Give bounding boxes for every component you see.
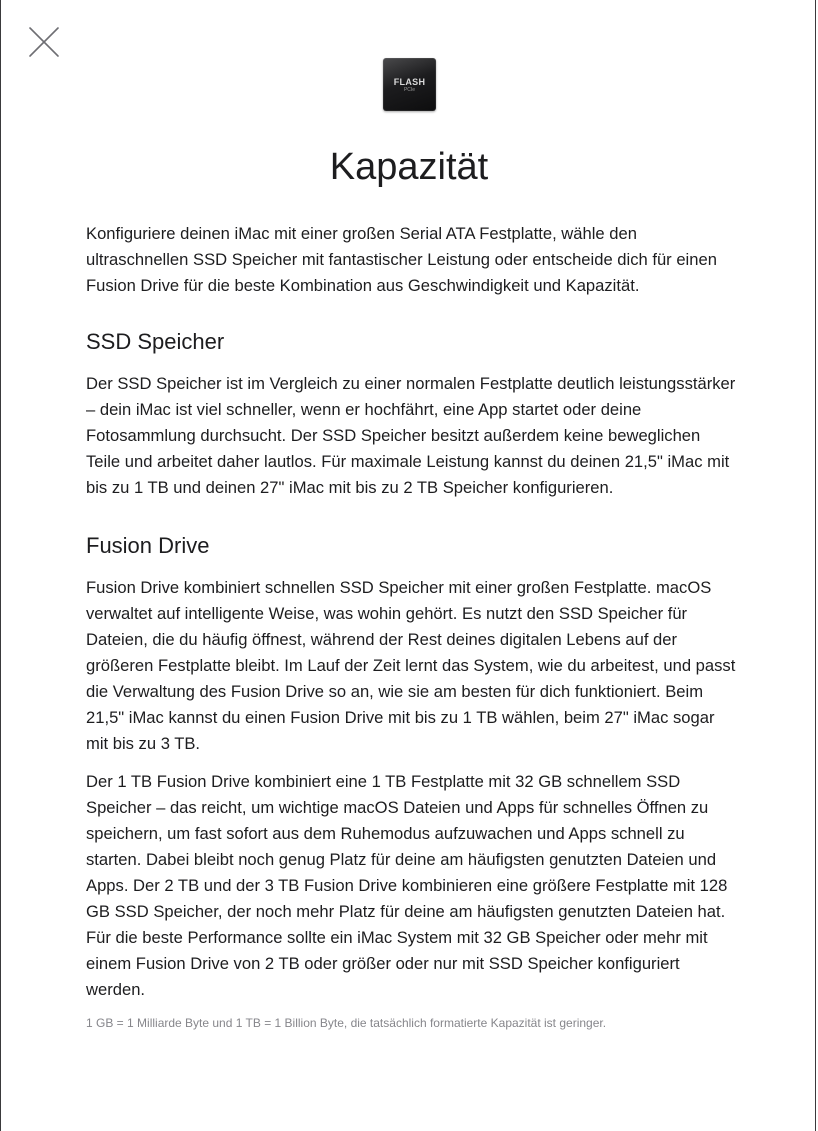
- flash-storage-icon: [383, 58, 436, 111]
- ssd-paragraph: Der SSD Speicher ist im Vergleich zu einer normalen Festplatte deutlich leistungsstärker – dein iMac ist viel schneller, wenn er hochfährt, eine App startet oder deine Fotosammlung durchsucht. Der SSD Speicher besitzt außerdem keine beweglichen Teile und arbeitet daher lautlos. Für maximale Leistung kannst du deinen 21,5" iMac mit bis zu 1 TB und deinen 27" iMac mit bis zu 2 TB Speicher konfigurieren.: [86, 374, 736, 497]
- intro-paragraph: Konfiguriere deinen iMac mit einer großen Serial ATA Festplatte, wähle den ultraschnellen SSD Speicher mit fantastischer Leistung oder entscheide dich für einen Fusion Drive für die beste Kombination aus Geschwindigkeit und Kapazität.: [86, 224, 717, 295]
- pcie-label: PCIe: [403, 86, 416, 93]
- section-heading-fusion-drive: Fusion Drive: [86, 533, 210, 558]
- fusion-drive-details-paragraph: Der 1 TB Fusion Drive kombiniert eine 1 TB Festplatte mit 32 GB schnellem SSD Speicher – das reicht, um wichtige macOS Dateien und Apps für schnelles Öffnen zu speichern, um fast sofort aus dem Ruhemodus aufzuwachen und Apps schnell zu starten. Dabei bleibt noch genug Platz für deine am häufigsten genutzten Dateien und Apps. Der 2 TB und der 3 TB Fusion Drive kombinieren eine größere Festplatte mit 128 GB SSD Speicher, der noch mehr Platz für deine am häufigsten genutzten Dateien hat. Für die beste Performance sollte ein iMac System mit 32 GB Speicher oder mehr mit einem Fusion Drive von 2 TB oder größer oder nur mit SSD Speicher konfiguriert werden.: [86, 772, 728, 999]
- close-icon[interactable]: [27, 25, 61, 59]
- main-content: [86, 221, 736, 1031]
- close-button[interactable]: [27, 25, 61, 59]
- section-heading-ssd: SSD Speicher: [86, 329, 225, 354]
- footnote: 1 GB = 1 Milliarde Byte und 1 TB = 1 Billion Byte, die tatsächlich formatierte Kapazität ist geringer.: [86, 1016, 607, 1030]
- fusion-drive-paragraph: Fusion Drive kombiniert schnellen SSD Speicher mit einer großen Festplatte. macOS verwaltet auf intelligente Weise, was wohin gehört. Es nutzt den SSD Speicher für Dateien, die du häufig öffnest, während der Rest deines digitalen Lebens auf der größeren Festplatte bleibt. Im Lauf der Zeit lernt das System, wie du arbeitest, und passt die Verwaltung des Fusion Drive so an, wie sie am besten für dich funktioniert. Beim 21,5" iMac kannst du einen Fusion Drive mit bis zu 1 TB wählen, beim 27" iMac sogar mit bis zu 3 TB.: [86, 578, 736, 753]
- page-title: Kapazität: [329, 146, 489, 188]
- flash-label: FLASH: [393, 76, 426, 87]
